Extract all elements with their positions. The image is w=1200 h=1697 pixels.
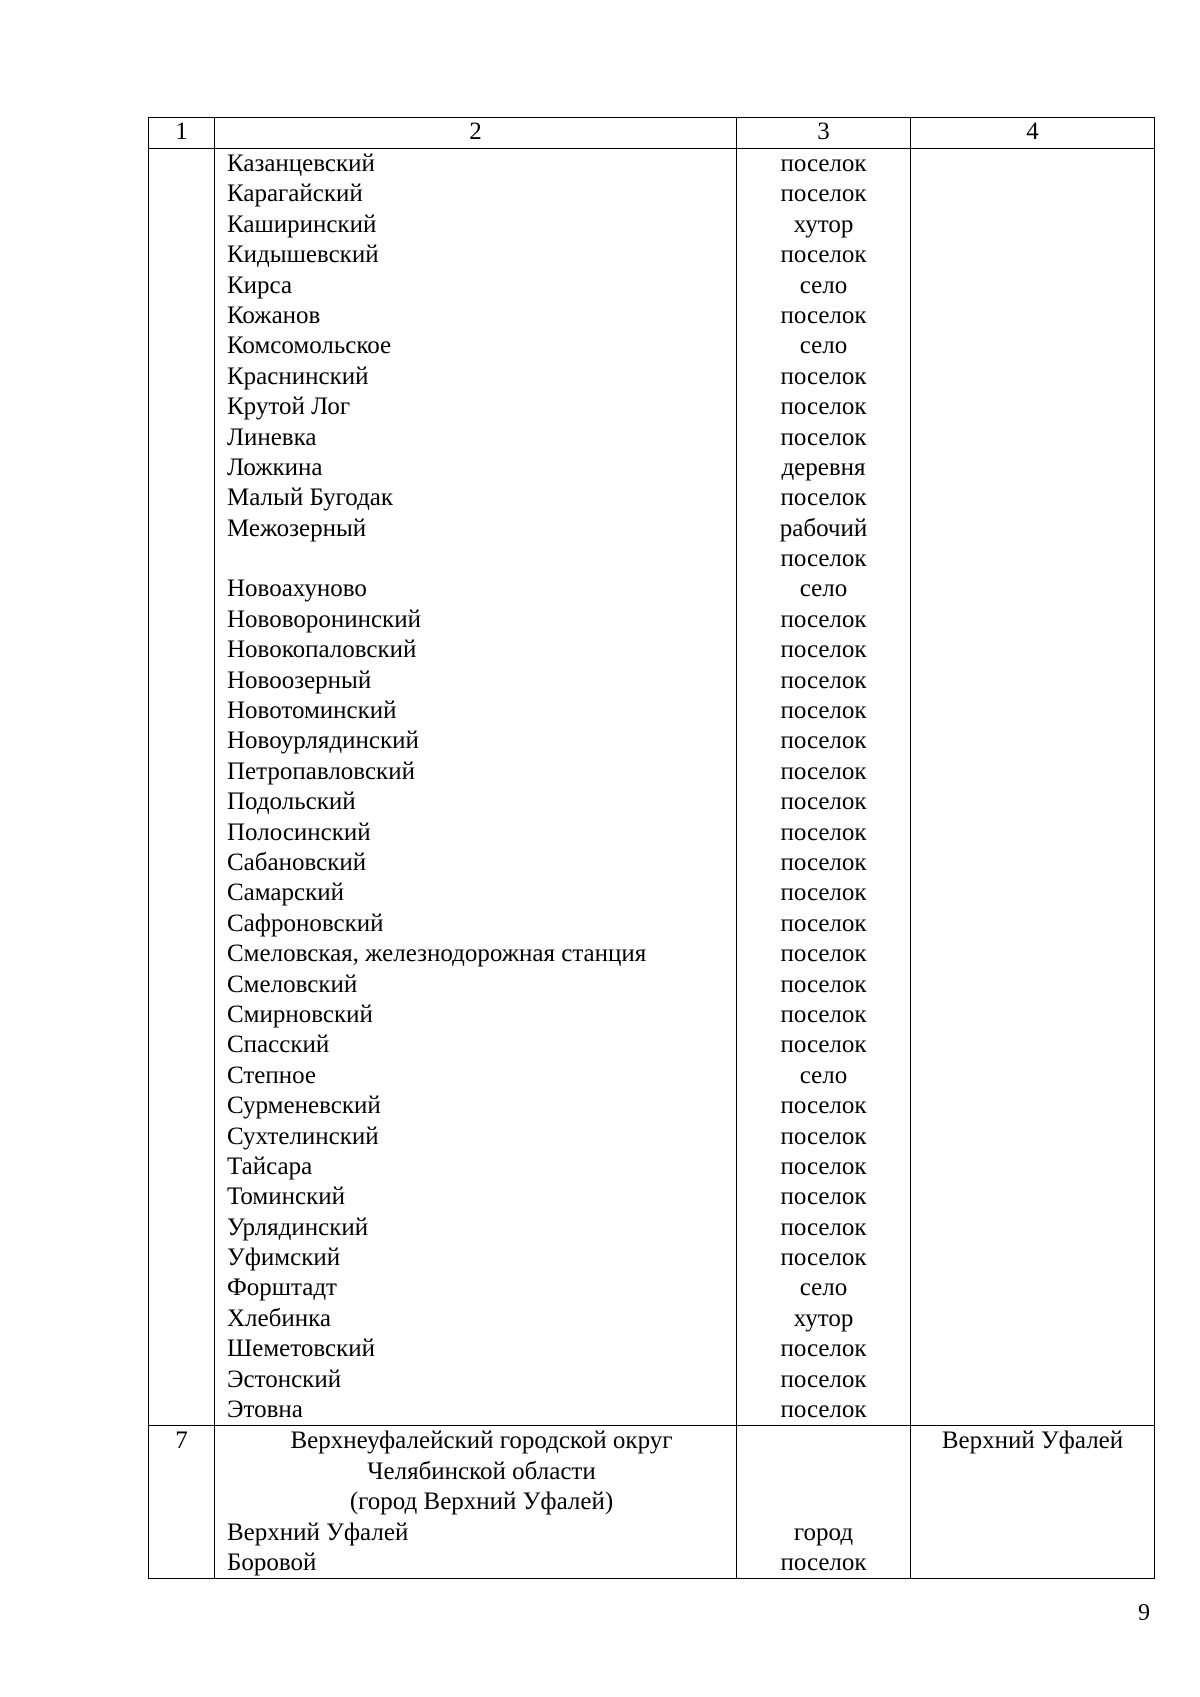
settlement-name: Сабановский: [227, 848, 367, 876]
page-number: 9: [1138, 1600, 1150, 1626]
table-header-row: [149, 118, 1155, 149]
settlement-type: село: [799, 1061, 848, 1089]
settlement-type: поселок: [780, 757, 867, 785]
block-1-types: [737, 149, 911, 1426]
settlement-name: Сафроновский: [227, 909, 384, 937]
settlement-type: поселок: [780, 636, 867, 664]
settlement-type: поселок: [780, 1335, 867, 1363]
settlement-name: Томинский: [227, 1183, 345, 1211]
settlement-type: поселок: [780, 879, 867, 907]
settlement-type: хутор: [793, 210, 854, 238]
settlement-type: поселок: [780, 818, 867, 846]
settlement-name: Шеметовский: [227, 1335, 375, 1363]
settlement-type: поселок: [780, 1183, 867, 1211]
settlement-type: село: [799, 1274, 848, 1302]
settlement-name: Сурменевский: [227, 1092, 381, 1120]
settlement-type: поселок: [780, 301, 867, 329]
settlement-name: Полосинский: [227, 818, 371, 846]
settlement-type: рабочий: [779, 514, 868, 542]
settlement-type: поселок: [780, 393, 867, 421]
settlement-name: Карагайский: [227, 180, 363, 208]
settlement-name: Краснинский: [227, 362, 369, 390]
header-col-1: 1: [149, 118, 215, 149]
settlement-name: Межозерный: [227, 514, 367, 542]
settlement-name: Каширинский: [227, 210, 377, 238]
settlement-name: Хлебинка: [227, 1304, 331, 1332]
settlement-type: поселок: [780, 848, 867, 876]
settlement-name: Смеловский: [227, 970, 358, 998]
settlement-name: Тайсара: [227, 1152, 313, 1180]
settlement-type: поселок: [780, 1548, 867, 1576]
settlement-name: Ложкина: [227, 453, 323, 481]
settlement-type: поселок: [780, 605, 867, 633]
settlement-type: поселок: [780, 940, 867, 968]
settlement-type: поселок: [780, 697, 867, 725]
settlement-type: поселок: [780, 1396, 867, 1424]
settlement-type: поселок: [780, 484, 867, 512]
district-title-line-2: Челябинской области: [367, 1457, 596, 1485]
settlement-name: Крутой Лог: [227, 393, 351, 421]
settlement-name: Боровой: [227, 1548, 317, 1576]
settlement-name: Уфимский: [227, 1244, 341, 1272]
settlement-name: Этовна: [227, 1396, 303, 1424]
settlement-name: Спасский: [227, 1031, 330, 1059]
settlements-table: [148, 117, 1155, 1579]
settlement-type: поселок: [780, 1031, 867, 1059]
settlement-type: село: [799, 575, 848, 603]
settlement-type: село: [799, 332, 848, 360]
settlement-type: деревня: [781, 453, 866, 481]
block-2-types: [737, 1426, 911, 1579]
settlement-type: город: [793, 1518, 854, 1546]
block-1-center: [911, 149, 1155, 1426]
settlement-name: Кирса: [227, 271, 293, 299]
settlement-name: Новоахуново: [227, 575, 367, 603]
settlement-name: Казанцевский: [227, 150, 375, 177]
settlement-type: поселок: [780, 1213, 867, 1241]
settlement-type: поселок: [780, 1244, 867, 1272]
settlement-name: Верхний Уфалей: [227, 1518, 409, 1546]
settlement-name: Кидышевский: [227, 241, 379, 269]
settlement-type: поселок: [780, 362, 867, 390]
settlement-type: поселок: [780, 1122, 867, 1150]
settlement-type: поселок: [780, 241, 867, 269]
settlement-name: Новоурлядинский: [227, 727, 419, 755]
settlement-type: поселок: [780, 423, 867, 451]
district-title-line-1: Верхнеуфалейский городской округ: [290, 1427, 673, 1455]
settlement-type: поселок: [780, 970, 867, 998]
header-col-3: 3: [737, 118, 911, 149]
block-1-names: [215, 149, 737, 1426]
settlement-type: поселок: [780, 150, 867, 177]
settlement-type: поселок: [780, 909, 867, 937]
settlement-name: Новоозерный: [227, 666, 372, 694]
settlement-name: Степное: [227, 1061, 317, 1089]
settlement-type: поселок: [780, 1152, 867, 1180]
settlement-name: Комсомольское: [227, 332, 392, 360]
spacer-line: [737, 1487, 910, 1517]
settlement-name: Форштадт: [227, 1274, 337, 1302]
settlement-name: Смирновский: [227, 1000, 373, 1028]
settlement-type: поселок: [780, 1092, 867, 1120]
settlement-type: поселок: [780, 1000, 867, 1028]
spacer-line: [737, 1457, 910, 1487]
table-row-block-2: [149, 1426, 1155, 1579]
settlement-name: Линевка: [227, 423, 317, 451]
settlement-name: Петропавловский: [227, 757, 415, 785]
settlement-name: Урлядинский: [227, 1213, 369, 1241]
table-row-block-1: [149, 149, 1155, 1426]
settlement-type: поселок: [780, 666, 867, 694]
settlement-type: хутор: [793, 1304, 854, 1332]
settlement-name: Самарский: [227, 879, 345, 907]
settlement-type: поселок: [780, 727, 867, 755]
settlement-name: [227, 544, 736, 574]
settlement-name: Малый Бугодак: [227, 484, 394, 512]
settlement-type: поселок: [780, 788, 867, 816]
settlement-type: поселок: [780, 1365, 867, 1393]
settlement-name: Новотоминский: [227, 697, 397, 725]
settlement-name: Подольский: [227, 788, 356, 816]
settlement-name: Сухтелинский: [227, 1122, 379, 1150]
block-1-number: [149, 149, 215, 1426]
settlement-type: поселок: [780, 545, 867, 573]
spacer-line: [737, 1426, 910, 1456]
header-col-2: 2: [215, 118, 737, 149]
settlement-type: село: [799, 271, 848, 299]
header-col-4: 4: [911, 118, 1155, 149]
settlement-name: Нововоронинский: [227, 605, 421, 633]
settlement-name: Новокопаловский: [227, 636, 417, 664]
settlement-type: поселок: [780, 180, 867, 208]
settlement-name: Кожанов: [227, 301, 321, 329]
block-2-names: [215, 1426, 737, 1579]
settlement-name: Смеловская, железнодорожная станция: [227, 940, 647, 968]
block-2-center: Верхний Уфалей: [911, 1426, 1155, 1579]
settlement-name: Эстонский: [227, 1365, 342, 1393]
district-title-line-3: (город Верхний Уфалей): [349, 1488, 614, 1516]
block-2-number: 7: [149, 1426, 215, 1579]
